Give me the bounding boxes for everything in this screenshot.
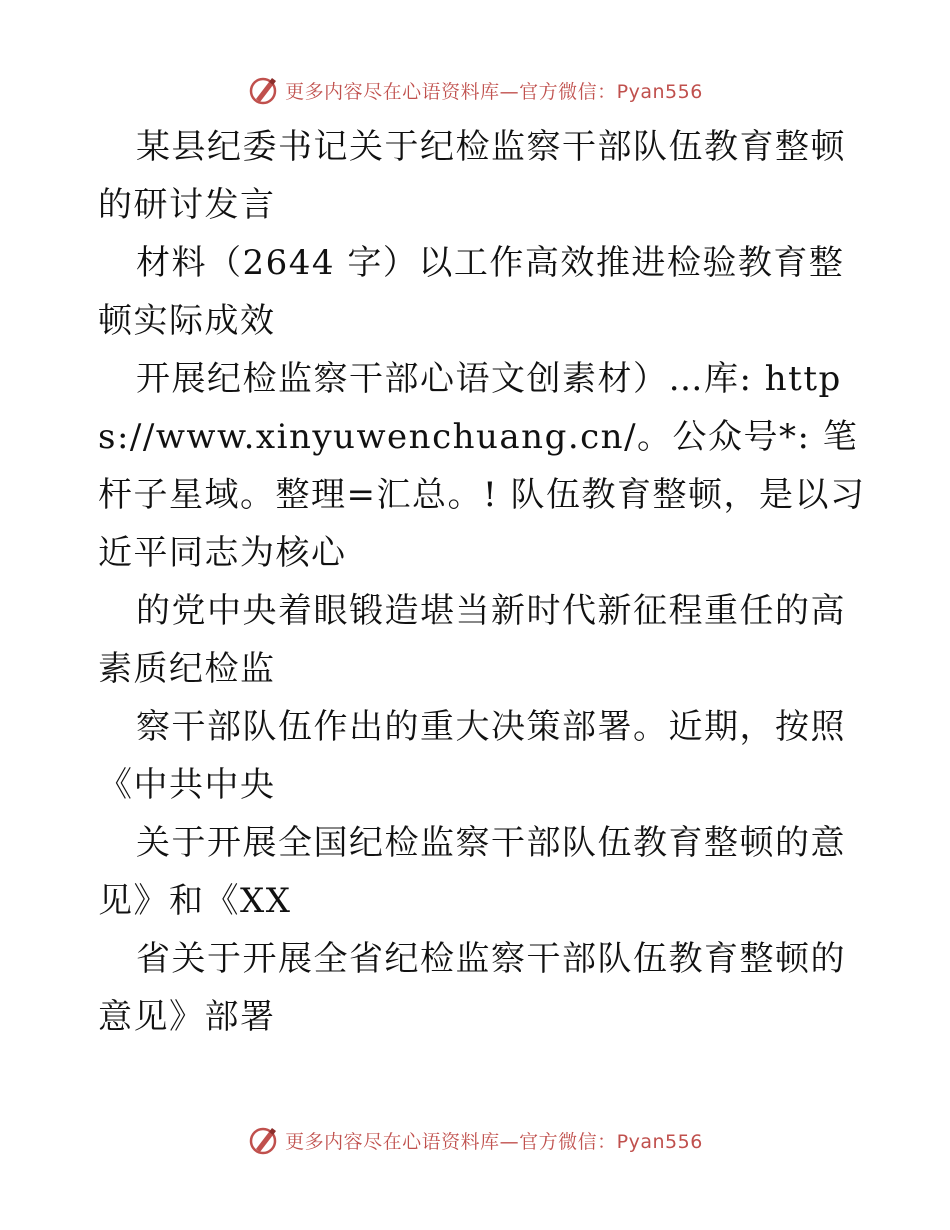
footer-banner [0, 1120, 950, 1160]
paragraph-5: 察干部队伍作出的重大决策部署。近期，按照《中共中央 [98, 707, 846, 805]
footer-banner-text: 更多内容尽在心语资料库—官方微信：Pyan556 [285, 1130, 703, 1153]
paragraph-6: 关于开展全国纪检监察干部队伍教育整顿的意见》和《XX [98, 823, 846, 921]
pen-logo-icon [247, 1124, 279, 1156]
paragraph-2: 材料（2644 字）以工作高效推进检验教育整顿实际成效 [98, 243, 845, 341]
paragraph-3: 开展纪检监察干部心语文创素材）…库: https://www.xinyuwenchuang.cn/。公众号*: 笔杆子星域。整理=汇总。! 队伍教育整顿，是以习近平同志为核心 [98, 359, 866, 573]
header-banner [0, 70, 950, 110]
document-body [98, 118, 868, 1046]
paragraph-4: 的党中央着眼锻造堪当新时代新征程重任的高素质纪检监 [98, 591, 846, 689]
header-banner-text: 更多内容尽在心语资料库—官方微信：Pyan556 [285, 80, 703, 103]
paragraph-1: 某县纪委书记关于纪检监察干部队伍教育整顿的研讨发言 [98, 127, 846, 225]
pen-logo-icon [247, 74, 279, 106]
paragraph-7: 省关于开展全省纪检监察干部队伍教育整顿的意见》部署 [98, 939, 846, 1037]
